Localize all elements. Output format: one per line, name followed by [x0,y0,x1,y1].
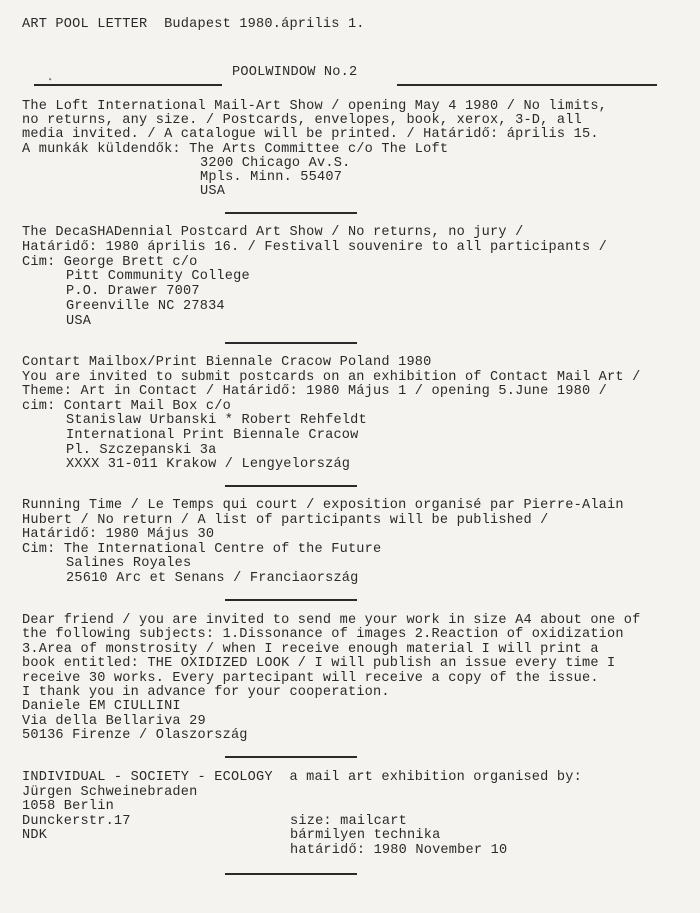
address-line: Pl. Szczepanski 3a [66,443,217,458]
section-line: the following subjects: 1.Dissonance of images 2.Reaction of oxidization [22,627,624,642]
section-line: The DecaSHADennial Postcard Art Show / No returns, no jury / [22,225,524,240]
section-line: Theme: Art in Contact / Határidő: 1980 Május 1 / opening 5.June 1980 / [22,384,608,399]
section-divider [225,599,357,601]
address-line: XXXX 31-011 Krakow / Lengyelország [66,457,351,472]
detail-line: határidő: 1980 November 10 [290,843,508,858]
address-line: P.O. Drawer 7007 [66,284,200,299]
address-line: 25610 Arc et Senans / Franciaország [66,571,359,586]
address-line: International Print Biennale Cracow [66,428,359,443]
section-line: Cim: The International Centre of the Future [22,542,382,557]
address-line: Via della Bellariva 29 [22,714,206,729]
section-line: Hubert / No return / A list of participants will be published / [22,513,549,528]
section-line: Contart Mailbox/Print Biennale Cracow Poland 1980 [22,355,432,370]
section-line: A munkák küldendők: The Arts Committee c/o The Loft [22,142,449,157]
page-title: POOLWINDOW No.2 [232,65,358,80]
section-line: receive 30 works. Every partecipant will receive a copy of the issue. [22,671,599,686]
address-line: Jürgen Schweinebraden [22,785,198,800]
address-line: Pitt Community College [66,269,250,284]
section-line: cim: Contart Mail Box c/o [22,399,231,414]
section-line: Határidő: 1980 Május 30 [22,527,215,542]
letter-header: ART POOL LETTER Budapest 1980.április 1. [22,17,365,32]
detail-line: bármilyen technika [290,828,441,843]
address-line: Dunckerstr.17 [22,814,131,829]
section-divider [225,342,357,344]
section-line: Running Time / Le Temps qui court / exposition organisé par Pierre-Alain [22,498,624,513]
address-line: Mpls. Minn. 55407 [200,170,343,185]
section-divider [225,756,357,758]
section-line: no returns, any size. / Postcards, envelopes, book, xerox, 3-D, all [22,113,582,128]
address-line: 1058 Berlin [22,799,114,814]
address-line: Stanislaw Urbanski * Robert Rehfeldt [66,413,367,428]
section-divider [225,873,357,875]
section-line: The Loft International Mail-Art Show / opening May 4 1980 / No limits, [22,99,608,114]
address-line: USA [66,314,92,329]
section-line: Dear friend / you are invited to send me your work in size A4 about one of [22,613,641,628]
section-divider [225,485,357,487]
address-line: 3200 Chicago Av.S. [200,156,351,171]
section-line: Cim: George Brett c/o [22,255,198,270]
address-line: Salines Royales [66,556,192,571]
section-line: 3.Area of monstrosity / when I receive enough material I will print a [22,642,599,657]
address-line: Greenville NC 27834 [66,299,225,314]
section-line: You are invited to submit postcards on an exhibition of Contact Mail Art / [22,370,641,385]
address-line: 50136 Firenze / Olaszország [22,728,248,743]
section-line: media invited. / A catalogue will be printed. / Határidő: április 15. [22,127,599,142]
address-line: NDK [22,828,48,843]
detail-line: size: mailcart [290,814,408,829]
section-line: INDIVIDUAL - SOCIETY - ECOLOGY a mail art exhibition organised by: [22,770,582,785]
section-divider [225,212,357,214]
section-line: I thank you in advance for your cooperation. [22,685,390,700]
section-line: book entitled: THE OXIDIZED LOOK / I will publish an issue every time I [22,656,616,671]
punch-mark: ˛ [47,70,54,82]
sender-name: Daniele EM CIULLINI [22,699,181,714]
section-line: Határidő: 1980 április 16. / Festivall souvenire to all participants / [22,240,608,255]
address-line: USA [200,184,226,199]
title-rule-left [34,84,222,86]
title-rule-right [397,84,657,86]
